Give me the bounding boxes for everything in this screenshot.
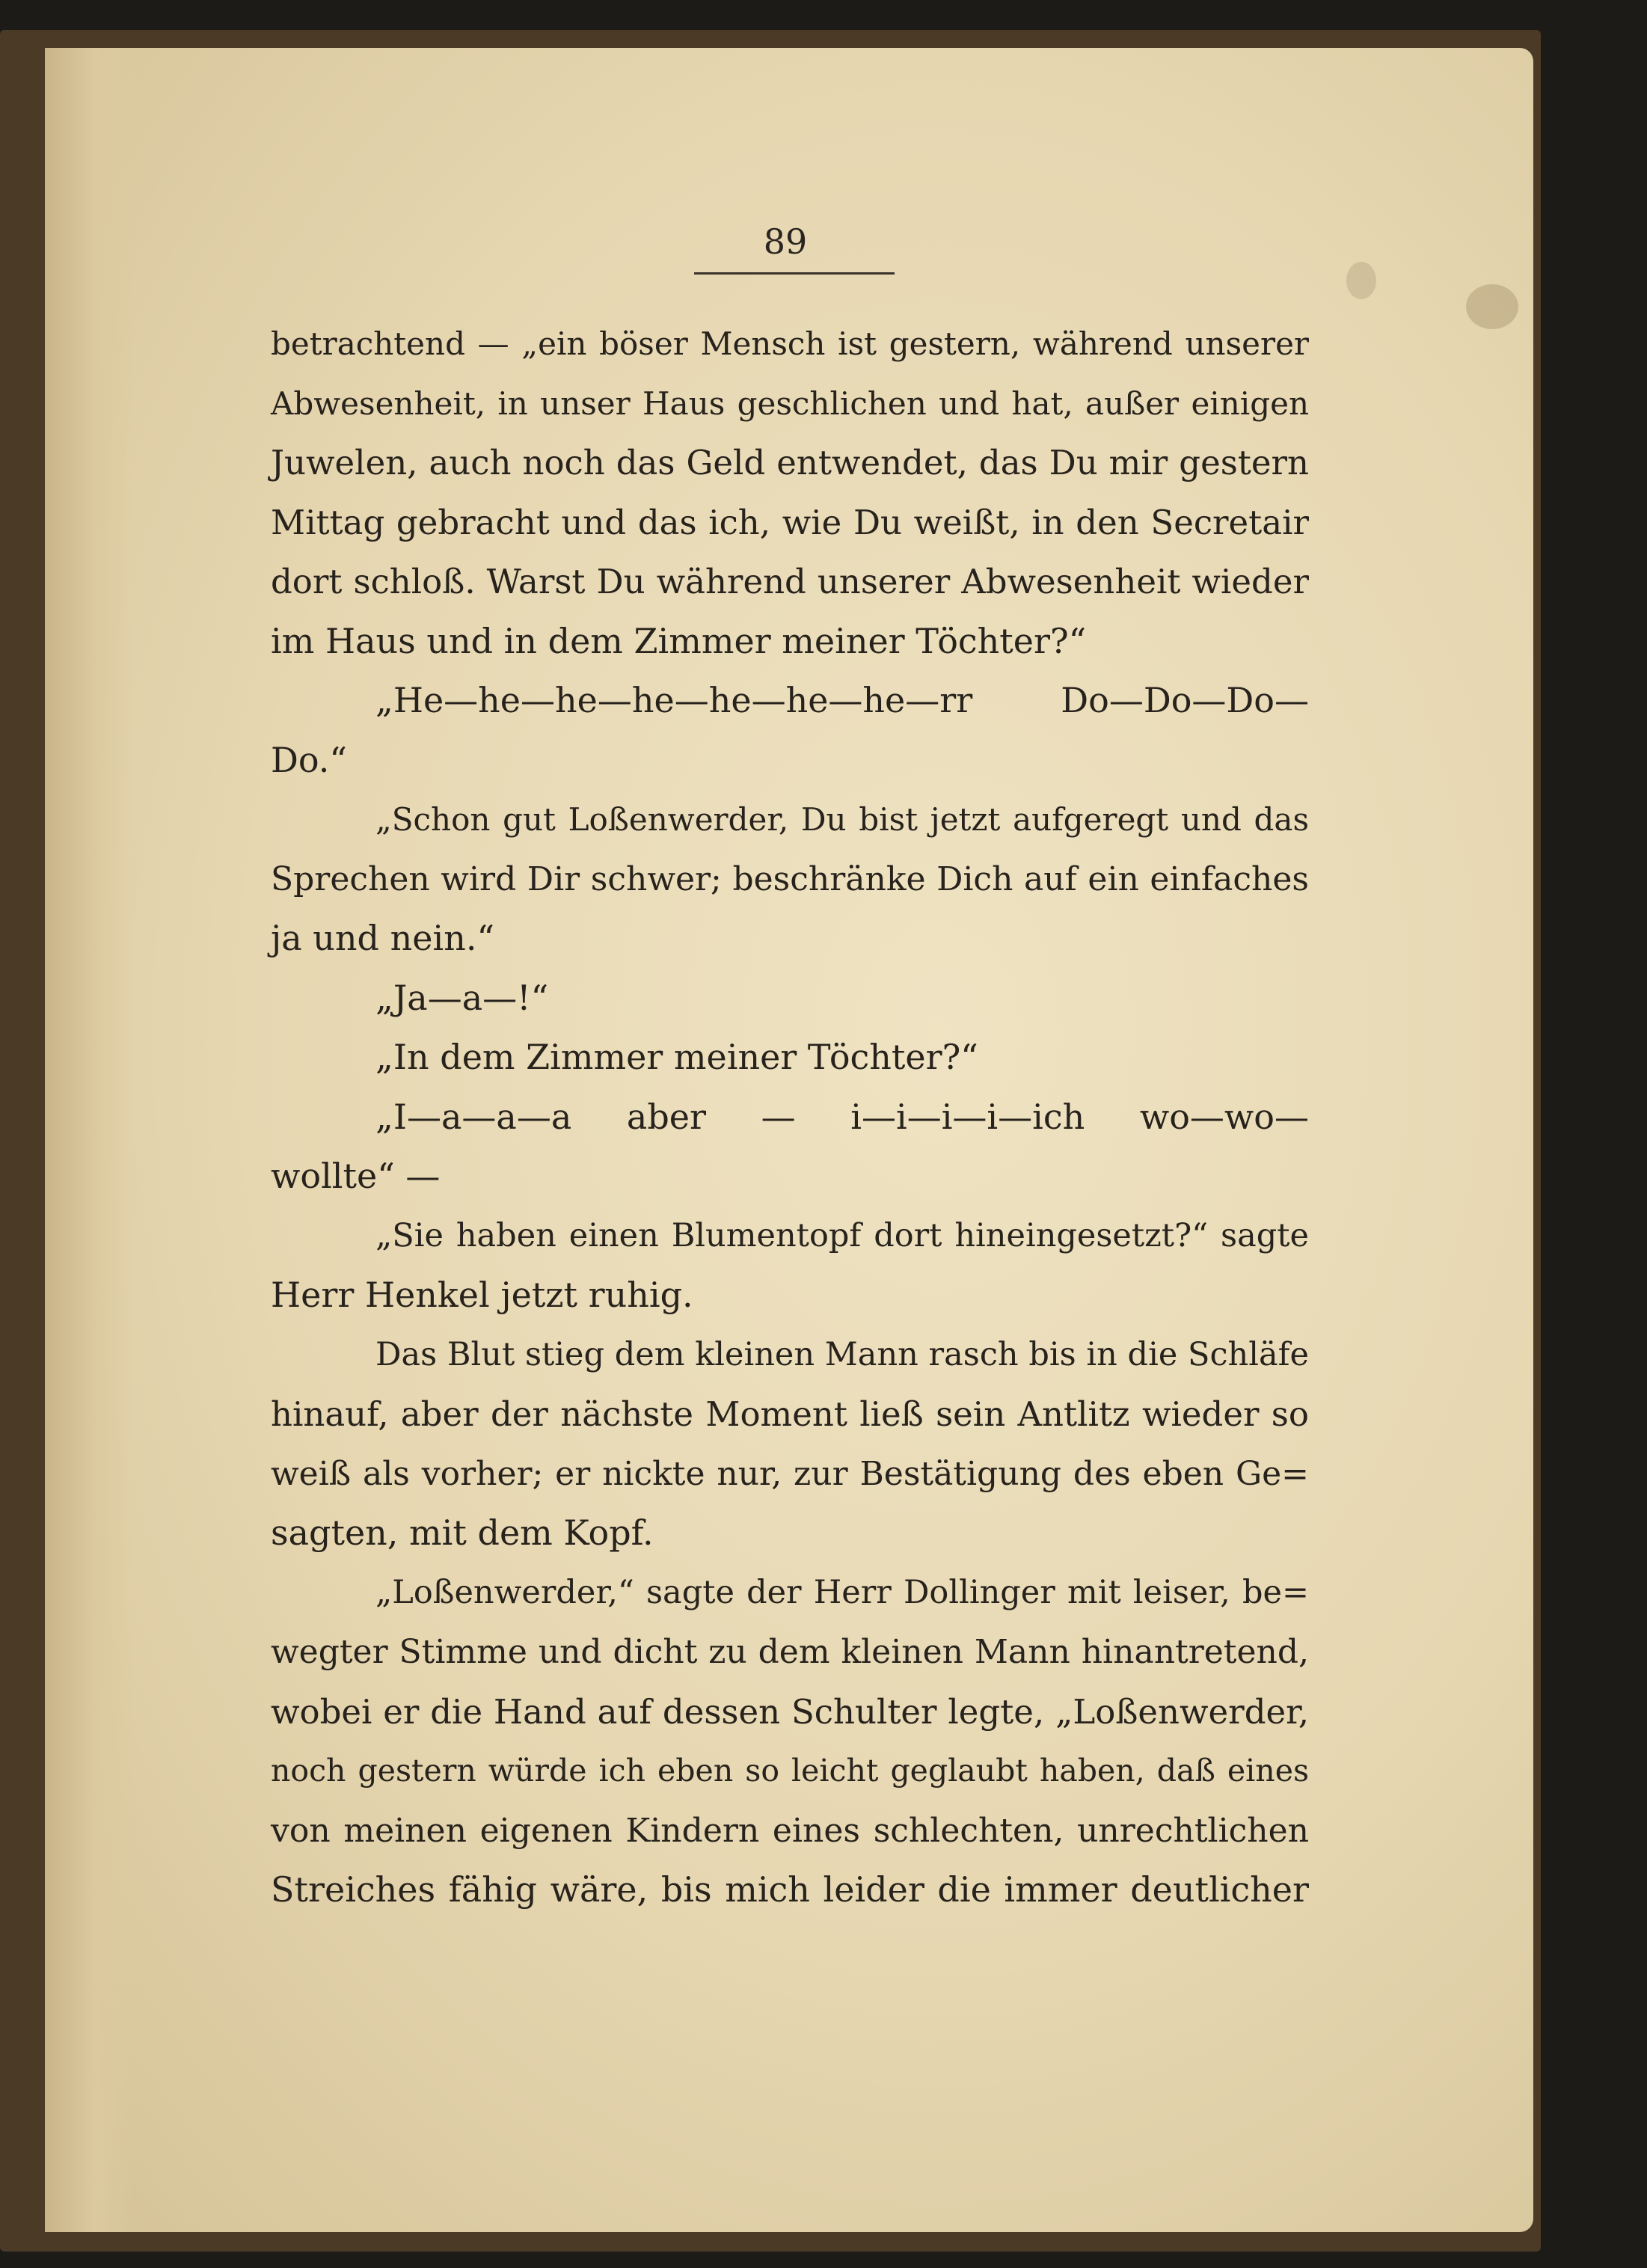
text-line: Herr Henkel jetzt ruhig.: [271, 1275, 693, 1315]
text-line: Juwelen, auch noch das Geld entwendet, das Du mir gestern: [271, 443, 1309, 482]
text-line: von meinen eigenen Kindern eines schlechten, unrechtlichen: [271, 1811, 1309, 1850]
text-line: betrachtend — „ein böser Mensch ist gestern, während unserer: [271, 325, 1309, 362]
text-line: noch gestern würde ich eben so leicht geglaubt haben, daß eines: [271, 1753, 1309, 1789]
text-line: hinauf, aber der nächste Moment ließ sein Antlitz wieder so: [271, 1394, 1309, 1434]
page-stain: [1466, 284, 1518, 329]
text-line: Abwesenheit, in unser Haus geschlichen und hat, außer einigen: [271, 384, 1309, 422]
text-line: Das Blut stieg dem kleinen Mann rasch bis in die Schläfe: [375, 1335, 1309, 1373]
text-line: im Haus und in dem Zimmer meiner Töchter?“: [271, 620, 1087, 661]
page-gutter: [45, 48, 135, 2232]
text-line: sagten, mit dem Kopf.: [271, 1512, 654, 1553]
text-line: „Ja—a—!“: [375, 977, 549, 1018]
body-text: [271, 314, 1309, 1920]
text-line: Streiches fähig wäre, bis mich leider die immer deutlicher: [271, 1869, 1309, 1910]
text-line: ja und nein.“: [271, 918, 494, 958]
header-rule: [694, 272, 895, 275]
text-line: wollte“ —: [271, 1156, 441, 1196]
text-line: „Schon gut Loßenwerder, Du bist jetzt aufgeregt und das: [375, 801, 1309, 838]
text-line: wobei er die Hand auf dessen Schulter legte, „Loßenwerder,: [271, 1691, 1309, 1732]
text-line: „Loßenwerder,“ sagte der Herr Dollinger mit leiser, be=: [375, 1573, 1309, 1611]
page-stain: [1346, 262, 1376, 299]
text-line: Mittag gebracht und das ich, wie Du weißt, in den Secretair: [271, 502, 1309, 542]
text-line: dort schloß. Warst Du während unserer Abwesenheit wieder: [271, 562, 1309, 601]
text-line: Sprechen wird Dir schwer; beschränke Dich auf ein einfaches: [271, 859, 1309, 898]
text-line: „Sie haben einen Blumentopf dort hineingesetzt?“ sagte: [375, 1216, 1309, 1254]
text-line: Do.“: [271, 739, 347, 780]
text-line: „In dem Zimmer meiner Töchter?“: [375, 1037, 978, 1077]
text-line: „I—a—a—a aber — i—i—i—i—ich wo—wo—: [375, 1096, 1309, 1137]
text-line: weiß als vorher; er nickte nur, zur Bestätigung des eben Ge=: [271, 1454, 1309, 1493]
text-line: wegter Stimme und dicht zu dem kleinen Mann hinantretend,: [271, 1633, 1309, 1671]
text-line: „He—he—he—he—he—he—he—rr Do—Do—Do—: [375, 680, 1309, 720]
page-number: 89: [763, 221, 808, 262]
